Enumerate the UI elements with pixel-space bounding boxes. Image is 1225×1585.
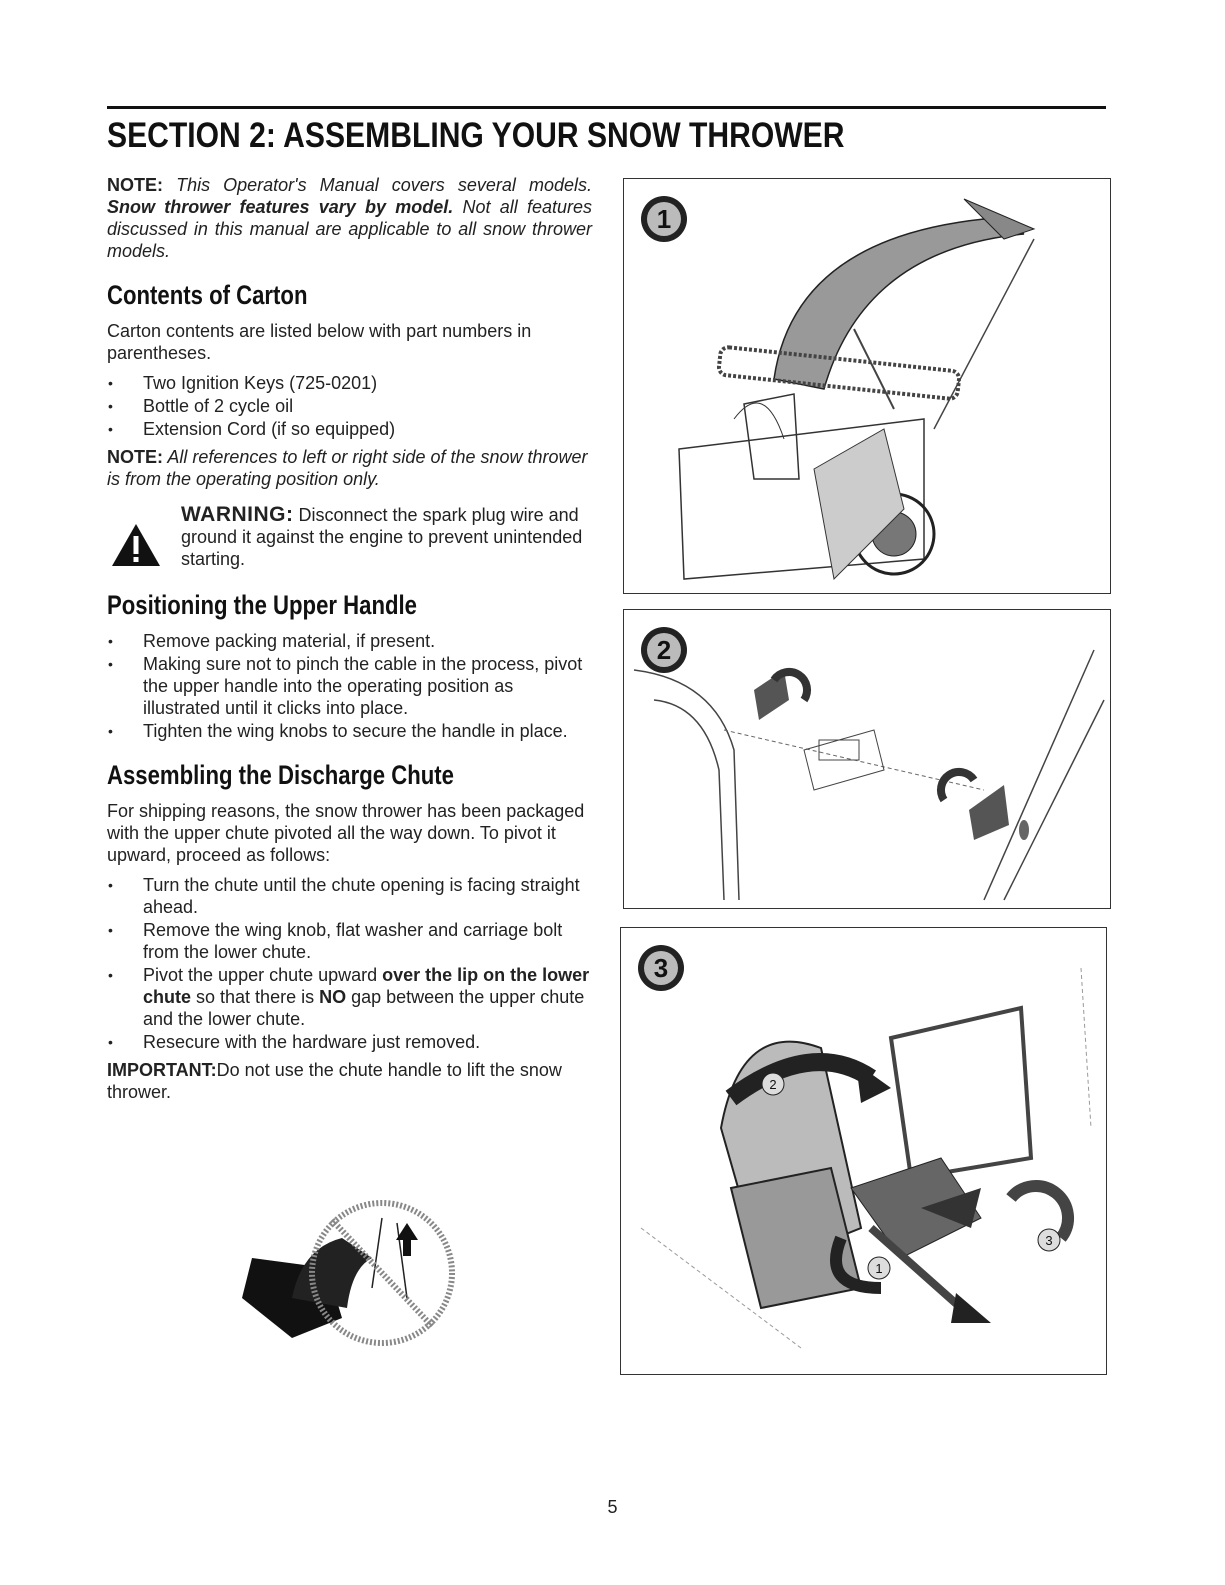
- list-item: • Turn the chute until the chute opening is facing straight ahead.: [107, 874, 592, 918]
- svg-text:3: 3: [653, 953, 669, 983]
- important-note: IMPORTANT:Do not use the chute handle to lift the snow thrower.: [107, 1060, 562, 1102]
- page-number: 5: [607, 1497, 618, 1517]
- intro-note: NOTE: This Operator's Manual covers several models. Snow thrower features vary by model. Not all features discussed in this manual are applicable to all snow thrower models.: [107, 175, 593, 261]
- warning-text: Disconnect the spark plug wire and ground it against the engine to prevent unintended starting.: [181, 505, 583, 569]
- wing-knob-illustration: [624, 610, 1110, 908]
- figure-2: [623, 609, 1111, 909]
- svg-text:2: 2: [656, 635, 672, 665]
- handle-list: [107, 630, 592, 742]
- contents-intro: Carton contents are listed below with part numbers in parentheses.: [107, 321, 532, 363]
- svg-text:3: 3: [1045, 1233, 1053, 1248]
- handle-heading: Positioning the Upper Handle: [107, 590, 417, 620]
- list-item: • Bottle of 2 cycle oil: [107, 395, 592, 417]
- svg-text:1: 1: [656, 204, 672, 234]
- svg-text:1: 1: [875, 1261, 883, 1276]
- contents-heading: Contents of Carton: [107, 280, 308, 310]
- list-item: • Resecure with the hardware just removed.: [107, 1031, 592, 1053]
- figure-1: [623, 178, 1111, 594]
- text-column: [107, 174, 592, 1103]
- snow-thrower-handle-illustration: [624, 179, 1110, 593]
- list-item: • Pivot the upper chute upward over the lip on the lower chute so that there is NO gap between the upper chute and the lower chute.: [107, 964, 592, 1030]
- section-title: SECTION 2: ASSEMBLING YOUR SNOW THROWER: [107, 116, 845, 155]
- warning-triangle-icon: [110, 522, 162, 568]
- discharge-chute-illustration: [621, 928, 1106, 1374]
- contents-list: [107, 372, 592, 440]
- contents-note: NOTE: All references to left or right side of the snow thrower is from the operating position only.: [107, 447, 588, 489]
- chute-intro: For shipping reasons, the snow thrower has been packaged with the upper chute pivoted all the way down. To pivot it upward, proceed as follows:: [107, 801, 585, 865]
- list-item: • Two Ignition Keys (725-0201): [107, 372, 592, 394]
- list-item: • Remove the wing knob, flat washer and carriage bolt from the lower chute.: [107, 919, 592, 963]
- list-item: • Remove packing material, if present.: [107, 630, 592, 652]
- list-item: • Tighten the wing knobs to secure the handle in place.: [107, 720, 592, 742]
- chute-list: [107, 874, 592, 1053]
- svg-text:2: 2: [769, 1077, 777, 1092]
- list-item: • Extension Cord (if so equipped): [107, 418, 592, 440]
- list-item: • Making sure not to pinch the cable in the process, pivot the upper handle into the operating position as illustrated until it clicks into place.: [107, 653, 592, 719]
- warning-block: [107, 504, 592, 570]
- chute-heading: Assembling the Discharge Chute: [107, 760, 454, 790]
- figure-3: [620, 927, 1107, 1375]
- header-rule: [107, 106, 1106, 109]
- no-lift-by-chute-illustration: [232, 1198, 462, 1348]
- warning-label: WARNING:: [181, 503, 294, 526]
